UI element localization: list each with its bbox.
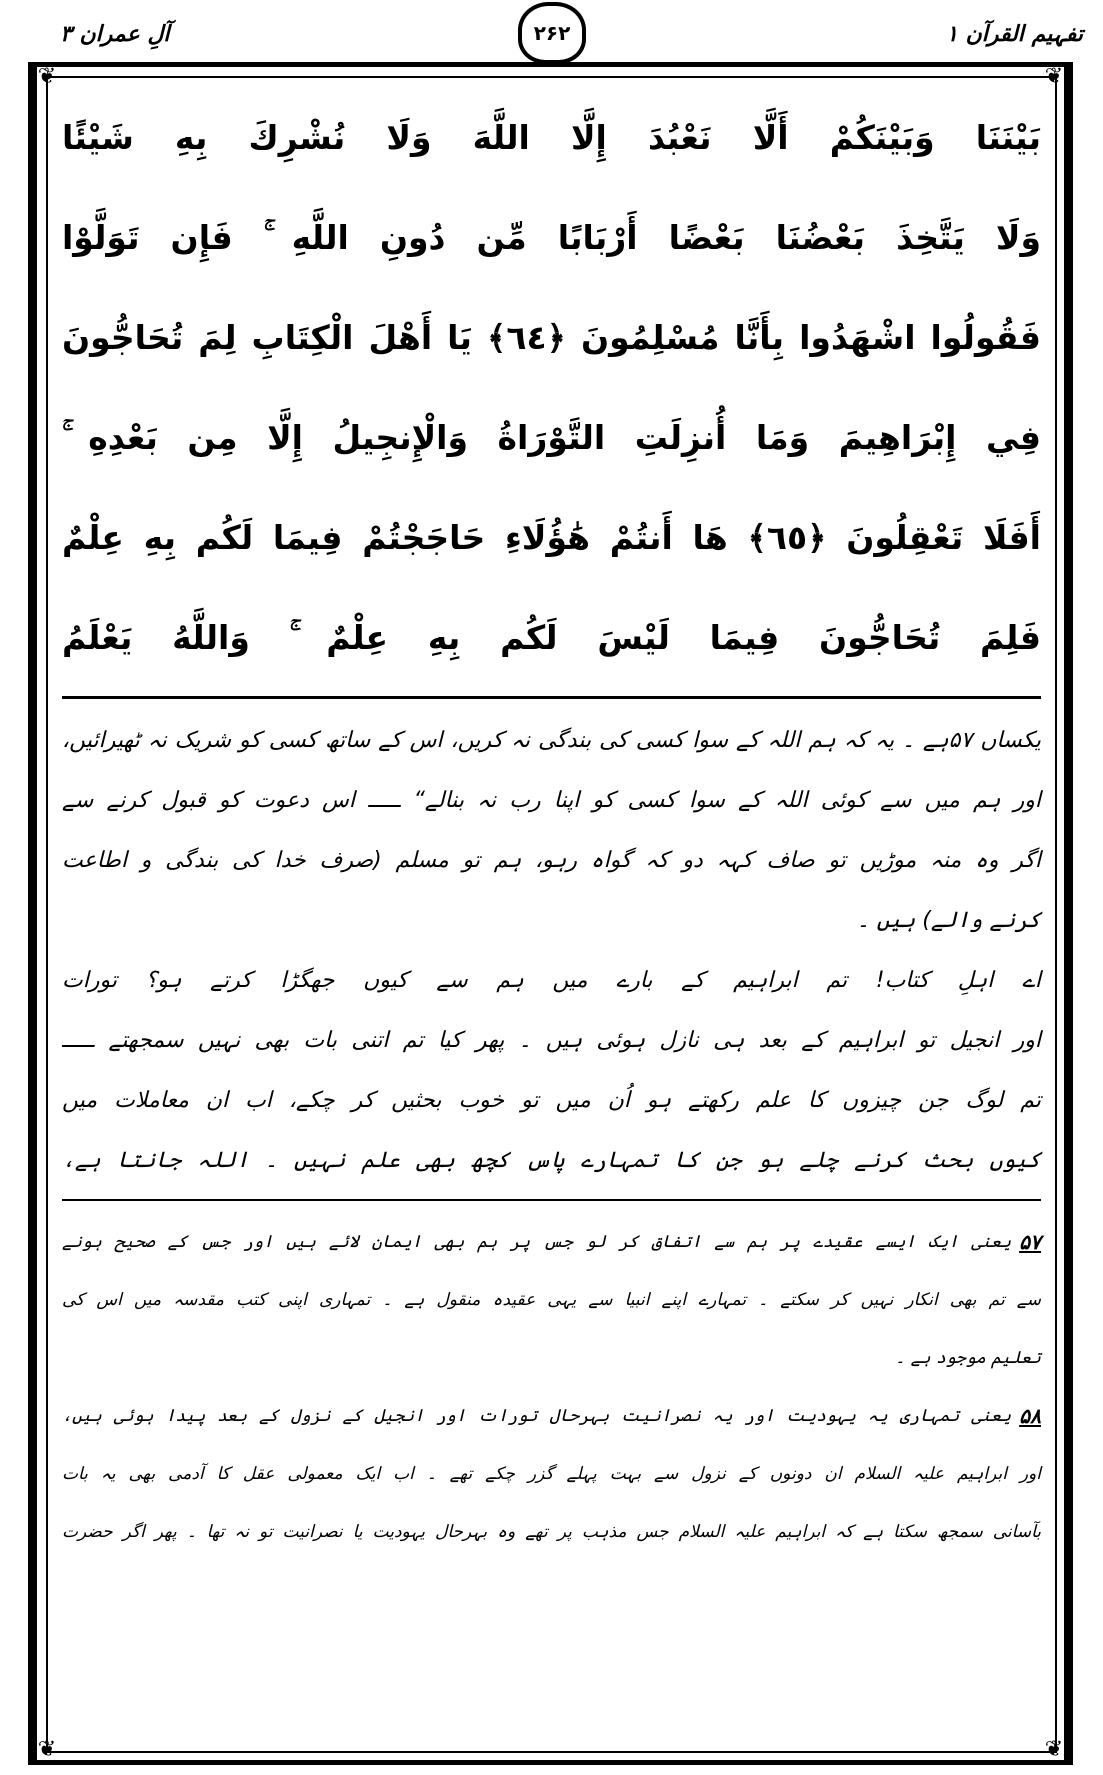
arabic-line bbox=[62, 88, 1041, 188]
corner-ornament-icon: ❦ bbox=[1044, 1737, 1064, 1762]
arabic-line-text: أَفَلَا تَعْقِلُونَ ﴿٦٥﴾ هَا أَنتُمْ هَٰؤُلَاءِ حَاجَجْتُمْ فِيمَا لَكُم بِهِ عِلْمٌ bbox=[62, 518, 1041, 557]
translation-line bbox=[62, 1071, 1041, 1131]
translation-text: کرنے والے) ہیں ۔ bbox=[856, 908, 1041, 933]
page-number: ۲۶۲ bbox=[533, 21, 571, 45]
footnote-line bbox=[62, 1387, 1041, 1445]
arabic-line bbox=[62, 288, 1041, 388]
footnote-line bbox=[62, 1503, 1041, 1561]
surah-name: آلِ عمران ۳ bbox=[60, 22, 170, 47]
arabic-line bbox=[62, 388, 1041, 488]
translation-text: کیوں بحث کرنے چلے ہو جن کا تمہارے پاس کچھ بھی علم نہیں ۔ اللہ جانتا ہے، bbox=[62, 1148, 1041, 1173]
corner-ornament-icon: ❦ bbox=[37, 1737, 57, 1762]
translation-line bbox=[62, 711, 1041, 771]
footnote-text: اور ابراہیم علیہ السلام ان دونوں کے نزول سے بہت پہلے گزر چکے تھے ۔ اب ایک معمولی عقل کا آدمی بھی یہ بات bbox=[62, 1464, 1041, 1484]
translation-text: تم لوگ جن چیزوں کا علم رکھتے ہو اُن میں تو خوب بحثیں کر چکے، اب ان معاملات میں bbox=[62, 1088, 1041, 1113]
arabic-line-text: فَلِمَ تُحَاجُّونَ فِيمَا لَيْسَ لَكُم بِهِ عِلْمٌ ۚ وَاللَّهُ يَعْلَمُ bbox=[62, 618, 1041, 657]
translation-line bbox=[62, 951, 1041, 1011]
divider bbox=[62, 696, 1041, 699]
footnote-text: تعلیم موجود ہے ۔ bbox=[895, 1348, 1041, 1368]
translation-line bbox=[62, 1011, 1041, 1071]
translation-text: یکساں ۵۷ہے ۔ یہ کہ ہم اللہ کے سوا کسی کی بندگی نہ کریں، اس کے ساتھ کسی کو شریک نہ ٹھیرائیں، bbox=[62, 728, 1041, 753]
footnotes-block bbox=[62, 1213, 1041, 1561]
arabic-line bbox=[62, 488, 1041, 588]
arabic-line-text: فِي إِبْرَاهِيمَ وَمَا أُنزِلَتِ التَّوْرَاةُ وَالْإِنجِيلُ إِلَّا مِن بَعْدِهِ ۚ bbox=[62, 418, 1041, 457]
footnote-line bbox=[62, 1213, 1041, 1271]
urdu-translation-block bbox=[62, 711, 1041, 1191]
footnote-line bbox=[62, 1329, 1041, 1387]
book-title: تفہیم القرآن ۱ bbox=[946, 22, 1083, 47]
arabic-line-text: فَقُولُوا اشْهَدُوا بِأَنَّا مُسْلِمُونَ ﴿٦٤﴾ يَا أَهْلَ الْكِتَابِ لِمَ تُحَاجُّونَ bbox=[62, 318, 1041, 357]
footnote-number: ۵۷ bbox=[1019, 1230, 1041, 1254]
arabic-verse-block bbox=[62, 88, 1041, 688]
translation-line bbox=[62, 891, 1041, 951]
translation-text: اور انجیل تو ابراہیم کے بعد ہی نازل ہوئی ہیں ۔ پھر کیا تم اتنی بات بھی نہیں سمجھتے ـــــ bbox=[62, 1028, 1041, 1053]
translation-text: اور ہم میں سے کوئی اللہ کے سوا کسی کو اپنا رب نہ بنالے“ ـــــ اس دعوت کو قبول کرنے سے bbox=[62, 788, 1041, 813]
translation-line bbox=[62, 831, 1041, 891]
translation-text: اگر وہ منہ موڑیں تو صاف کہہ دو کہ گواہ رہو، ہم تو مسلم (صرف خدا کی بندگی و اطاعت bbox=[62, 848, 1041, 873]
arabic-line-text: بَيْنَنَا وَبَيْنَكُمْ أَلَّا نَعْبُدَ إِلَّا اللَّهَ وَلَا نُشْرِكَ بِهِ شَيْئًا bbox=[62, 118, 1041, 157]
divider bbox=[62, 1199, 1041, 1201]
translation-text: اے اہلِ کتاب! تم ابراہیم کے بارے میں ہم سے کیوں جھگڑا کرتے ہو؟ تورات bbox=[62, 968, 1041, 993]
arabic-line bbox=[62, 588, 1041, 688]
footnote-line bbox=[62, 1445, 1041, 1503]
arabic-line bbox=[62, 188, 1041, 288]
arabic-line-text: وَلَا يَتَّخِذَ بَعْضُنَا بَعْضًا أَرْبَابًا مِّن دُونِ اللَّهِ ۚ فَإِن تَوَلَّوْا bbox=[62, 218, 1041, 257]
corner-ornament-icon: ❦ bbox=[37, 64, 57, 89]
footnote-text: سے تم بھی انکار نہیں کر سکتے ۔ تمہارے اپنے انبیا سے یہی عقیدہ منقول ہے ۔ تمہاری اپنی کتب مقدسہ میں اس کی bbox=[62, 1290, 1041, 1310]
footnote-line bbox=[62, 1271, 1041, 1329]
corner-ornament-icon: ❦ bbox=[1044, 64, 1064, 89]
translation-line bbox=[62, 771, 1041, 831]
footnote-text: یعنی تمہاری یہ یہودیت اور یہ نصرانیت بہرحال تورات اور انجیل کے نزول کے بعد پیدا ہوئی ہیں، bbox=[62, 1406, 1012, 1426]
footnote-number: ۵۸ bbox=[1019, 1404, 1041, 1428]
translation-line bbox=[62, 1131, 1041, 1191]
footnote-text: بآسانی سمجھ سکتا ہے کہ ابراہیم علیہ السلام جس مذہب پر تھے وہ بہرحال یہودیت یا نصرانیت تو نہ تھا ۔ پھر اگر حضرت bbox=[62, 1522, 1041, 1542]
footnote-text: یعنی ایک ایسے عقیدے پر ہم سے اتفاق کر لو جس پر ہم بھی ایمان لائے ہیں اور جس کے صحیح ہونے bbox=[62, 1232, 1012, 1252]
page-content bbox=[62, 0, 1041, 1621]
